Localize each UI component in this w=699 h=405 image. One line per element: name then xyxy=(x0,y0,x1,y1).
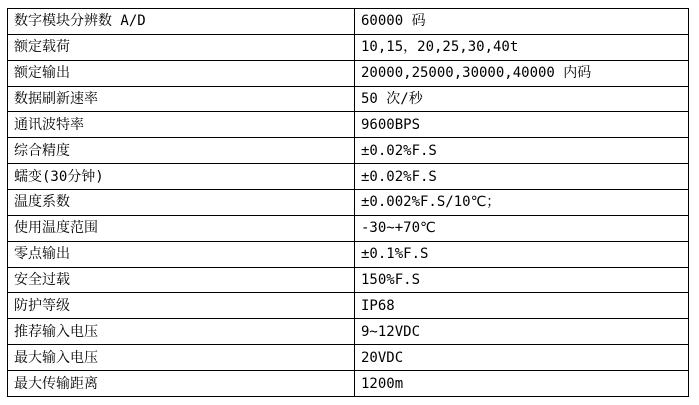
spec-value-cell: 1200m xyxy=(355,371,689,397)
table-row xyxy=(8,86,689,112)
spec-value-cell: IP68 xyxy=(355,293,689,319)
table-row xyxy=(8,319,689,345)
spec-value-cell: ±0.002%F.S/10℃； xyxy=(355,190,689,216)
spec-value-cell: ±0.02%F.S xyxy=(355,164,689,190)
table-row xyxy=(8,293,689,319)
spec-label-cell: 防护等级 xyxy=(8,293,355,319)
spec-label-cell: 数据刷新速率 xyxy=(8,86,355,112)
spec-label-cell: 最大输入电压 xyxy=(8,345,355,371)
spec-value-cell: ±0.02%F.S xyxy=(355,138,689,164)
spec-label-cell: 安全过载 xyxy=(8,267,355,293)
spec-value-cell: 50 次/秒 xyxy=(355,86,689,112)
spec-value-cell: 20VDC xyxy=(355,345,689,371)
spec-value-cell: ±0.1%F.S xyxy=(355,241,689,267)
spec-label-cell: 使用温度范围 xyxy=(8,215,355,241)
spec-value-cell: 150%F.S xyxy=(355,267,689,293)
spec-label-cell: 数字模块分辨数 A/D xyxy=(8,9,355,35)
table-row xyxy=(8,138,689,164)
table-row xyxy=(8,215,689,241)
table-row xyxy=(8,60,689,86)
spec-table-container xyxy=(7,8,689,397)
table-row xyxy=(8,190,689,216)
table-row xyxy=(8,34,689,60)
spec-label-cell: 综合精度 xyxy=(8,138,355,164)
spec-label-cell: 额定载荷 xyxy=(8,34,355,60)
spec-value-cell: 9~12VDC xyxy=(355,319,689,345)
table-row xyxy=(8,345,689,371)
spec-table xyxy=(7,8,689,397)
spec-value-cell: -30~+70℃ xyxy=(355,215,689,241)
spec-label-cell: 额定输出 xyxy=(8,60,355,86)
spec-value-cell: 20000,25000,30000,40000 内码 xyxy=(355,60,689,86)
spec-value-cell: 9600BPS xyxy=(355,112,689,138)
spec-value-cell: 10,15，20,25,30,40t xyxy=(355,34,689,60)
table-row xyxy=(8,371,689,397)
table-row xyxy=(8,112,689,138)
spec-label-cell: 零点输出 xyxy=(8,241,355,267)
table-row xyxy=(8,241,689,267)
table-row xyxy=(8,9,689,35)
table-row xyxy=(8,267,689,293)
spec-table-body xyxy=(8,9,689,397)
spec-label-cell: 最大传输距离 xyxy=(8,371,355,397)
table-row xyxy=(8,164,689,190)
spec-value-cell: 60000 码 xyxy=(355,9,689,35)
spec-label-cell: 温度系数 xyxy=(8,190,355,216)
spec-label-cell: 蠕变(30分钟) xyxy=(8,164,355,190)
spec-label-cell: 通讯波特率 xyxy=(8,112,355,138)
spec-label-cell: 推荐输入电压 xyxy=(8,319,355,345)
